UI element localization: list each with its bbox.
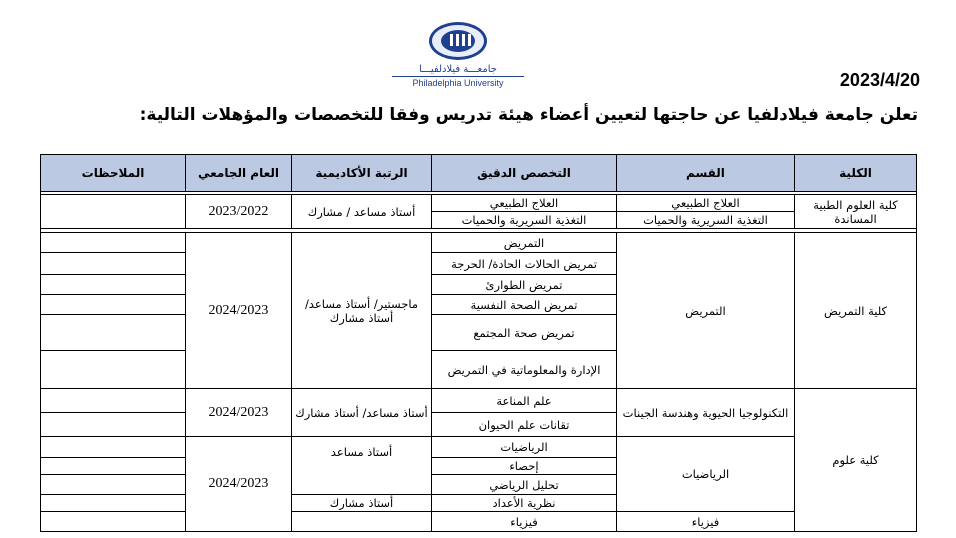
notes-cell bbox=[41, 351, 186, 389]
table-row bbox=[41, 437, 917, 458]
year-cell: 2023/2022 bbox=[186, 195, 292, 229]
header-year: العام الجامعي bbox=[186, 155, 292, 192]
specialization-cell: تمريض الطوارئ bbox=[432, 275, 617, 295]
rank-cell: ماجستير/ أستاذ مساعد/ أستاذ مشارك bbox=[292, 233, 432, 389]
rank-cell bbox=[292, 512, 432, 532]
notes-cell bbox=[41, 495, 186, 512]
notes-cell bbox=[41, 195, 186, 229]
notes-cell bbox=[41, 275, 186, 295]
header-rank: الرتبة الأكاديمية bbox=[292, 155, 432, 192]
notes-cell bbox=[41, 458, 186, 475]
specialization-cell: الرياضيات bbox=[432, 437, 617, 458]
department-cell: الرياضيات bbox=[617, 437, 795, 512]
table-header-row bbox=[41, 155, 917, 192]
specialization-cell: تقانات علم الحيوان bbox=[432, 413, 617, 437]
department-cell: العلاج الطبيعي bbox=[617, 195, 795, 212]
rank-cell: أستاذ مساعد / مشارك bbox=[292, 195, 432, 229]
table-row bbox=[41, 389, 917, 413]
specialization-cell: تمريض الصحة النفسية bbox=[432, 295, 617, 315]
college-cell: كلية العلوم الطبية المساندة bbox=[795, 195, 917, 229]
notes-cell bbox=[41, 315, 186, 351]
specialization-cell: تحليل الرياضي bbox=[432, 475, 617, 495]
specialization-cell: تمريض الحالات الحادة/ الحرجة bbox=[432, 253, 617, 275]
header-specialization: التخصص الدقيق bbox=[432, 155, 617, 192]
announcement-text: تعلن جامعة فيلادلفيا عن حاجتها لتعيين أعضاء هيئة تدريس وفقا للتخصصات والمؤهلات التالية: bbox=[139, 105, 918, 125]
specialization-cell: تمريض صحة المجتمع bbox=[432, 315, 617, 351]
logo-english-name: Philadelphia University bbox=[412, 78, 504, 88]
header-department: القسم bbox=[617, 155, 795, 192]
notes-cell bbox=[41, 437, 186, 458]
year-cell: 2024/2023 bbox=[186, 389, 292, 437]
notes-cell bbox=[41, 253, 186, 275]
college-cell: كلية علوم bbox=[795, 389, 917, 532]
notes-cell bbox=[41, 475, 186, 495]
department-cell: التغذية السريرية والحميات bbox=[617, 212, 795, 229]
specialization-cell: التغذية السريرية والحميات bbox=[432, 212, 617, 229]
header-college: الكلية bbox=[795, 155, 917, 192]
department-cell: التكنولوجيا الحيوية وهندسة الجينات bbox=[617, 389, 795, 437]
specialization-cell: إحصاء bbox=[432, 458, 617, 475]
specialization-cell: فيزياء bbox=[432, 512, 617, 532]
specialization-cell: الإدارة والمعلوماتية في التمريض bbox=[432, 351, 617, 389]
rank-cell: أستاذ مشارك bbox=[292, 495, 432, 512]
university-logo bbox=[386, 20, 530, 90]
specialization-cell: نظرية الأعداد bbox=[432, 495, 617, 512]
vacancies-table bbox=[40, 154, 917, 532]
notes-cell bbox=[41, 295, 186, 315]
university-seal-icon bbox=[429, 22, 487, 60]
specialization-cell: التمريض bbox=[432, 233, 617, 253]
notes-cell bbox=[41, 413, 186, 437]
department-cell: التمريض bbox=[617, 233, 795, 389]
year-cell: 2024/2023 bbox=[186, 437, 292, 532]
rank-cell: أستاذ مساعد/ أستاذ مشارك bbox=[292, 389, 432, 437]
table-row bbox=[41, 512, 917, 532]
table-row bbox=[41, 233, 917, 253]
rank-cell: أستاذ مساعد bbox=[292, 437, 432, 495]
header-notes: الملاحظات bbox=[41, 155, 186, 192]
notes-cell bbox=[41, 512, 186, 532]
logo-arabic-name: جامعـــة فيلادلفيـــا bbox=[419, 64, 497, 75]
specialization-cell: العلاج الطبيعي bbox=[432, 195, 617, 212]
college-cell: كلية التمريض bbox=[795, 233, 917, 389]
specialization-cell: علم المناعة bbox=[432, 389, 617, 413]
table-row bbox=[41, 195, 917, 212]
year-cell: 2024/2023 bbox=[186, 233, 292, 389]
notes-cell bbox=[41, 389, 186, 413]
department-cell: فيزياء bbox=[617, 512, 795, 532]
notes-cell bbox=[41, 233, 186, 253]
document-date: 2023/4/20 bbox=[839, 70, 920, 90]
